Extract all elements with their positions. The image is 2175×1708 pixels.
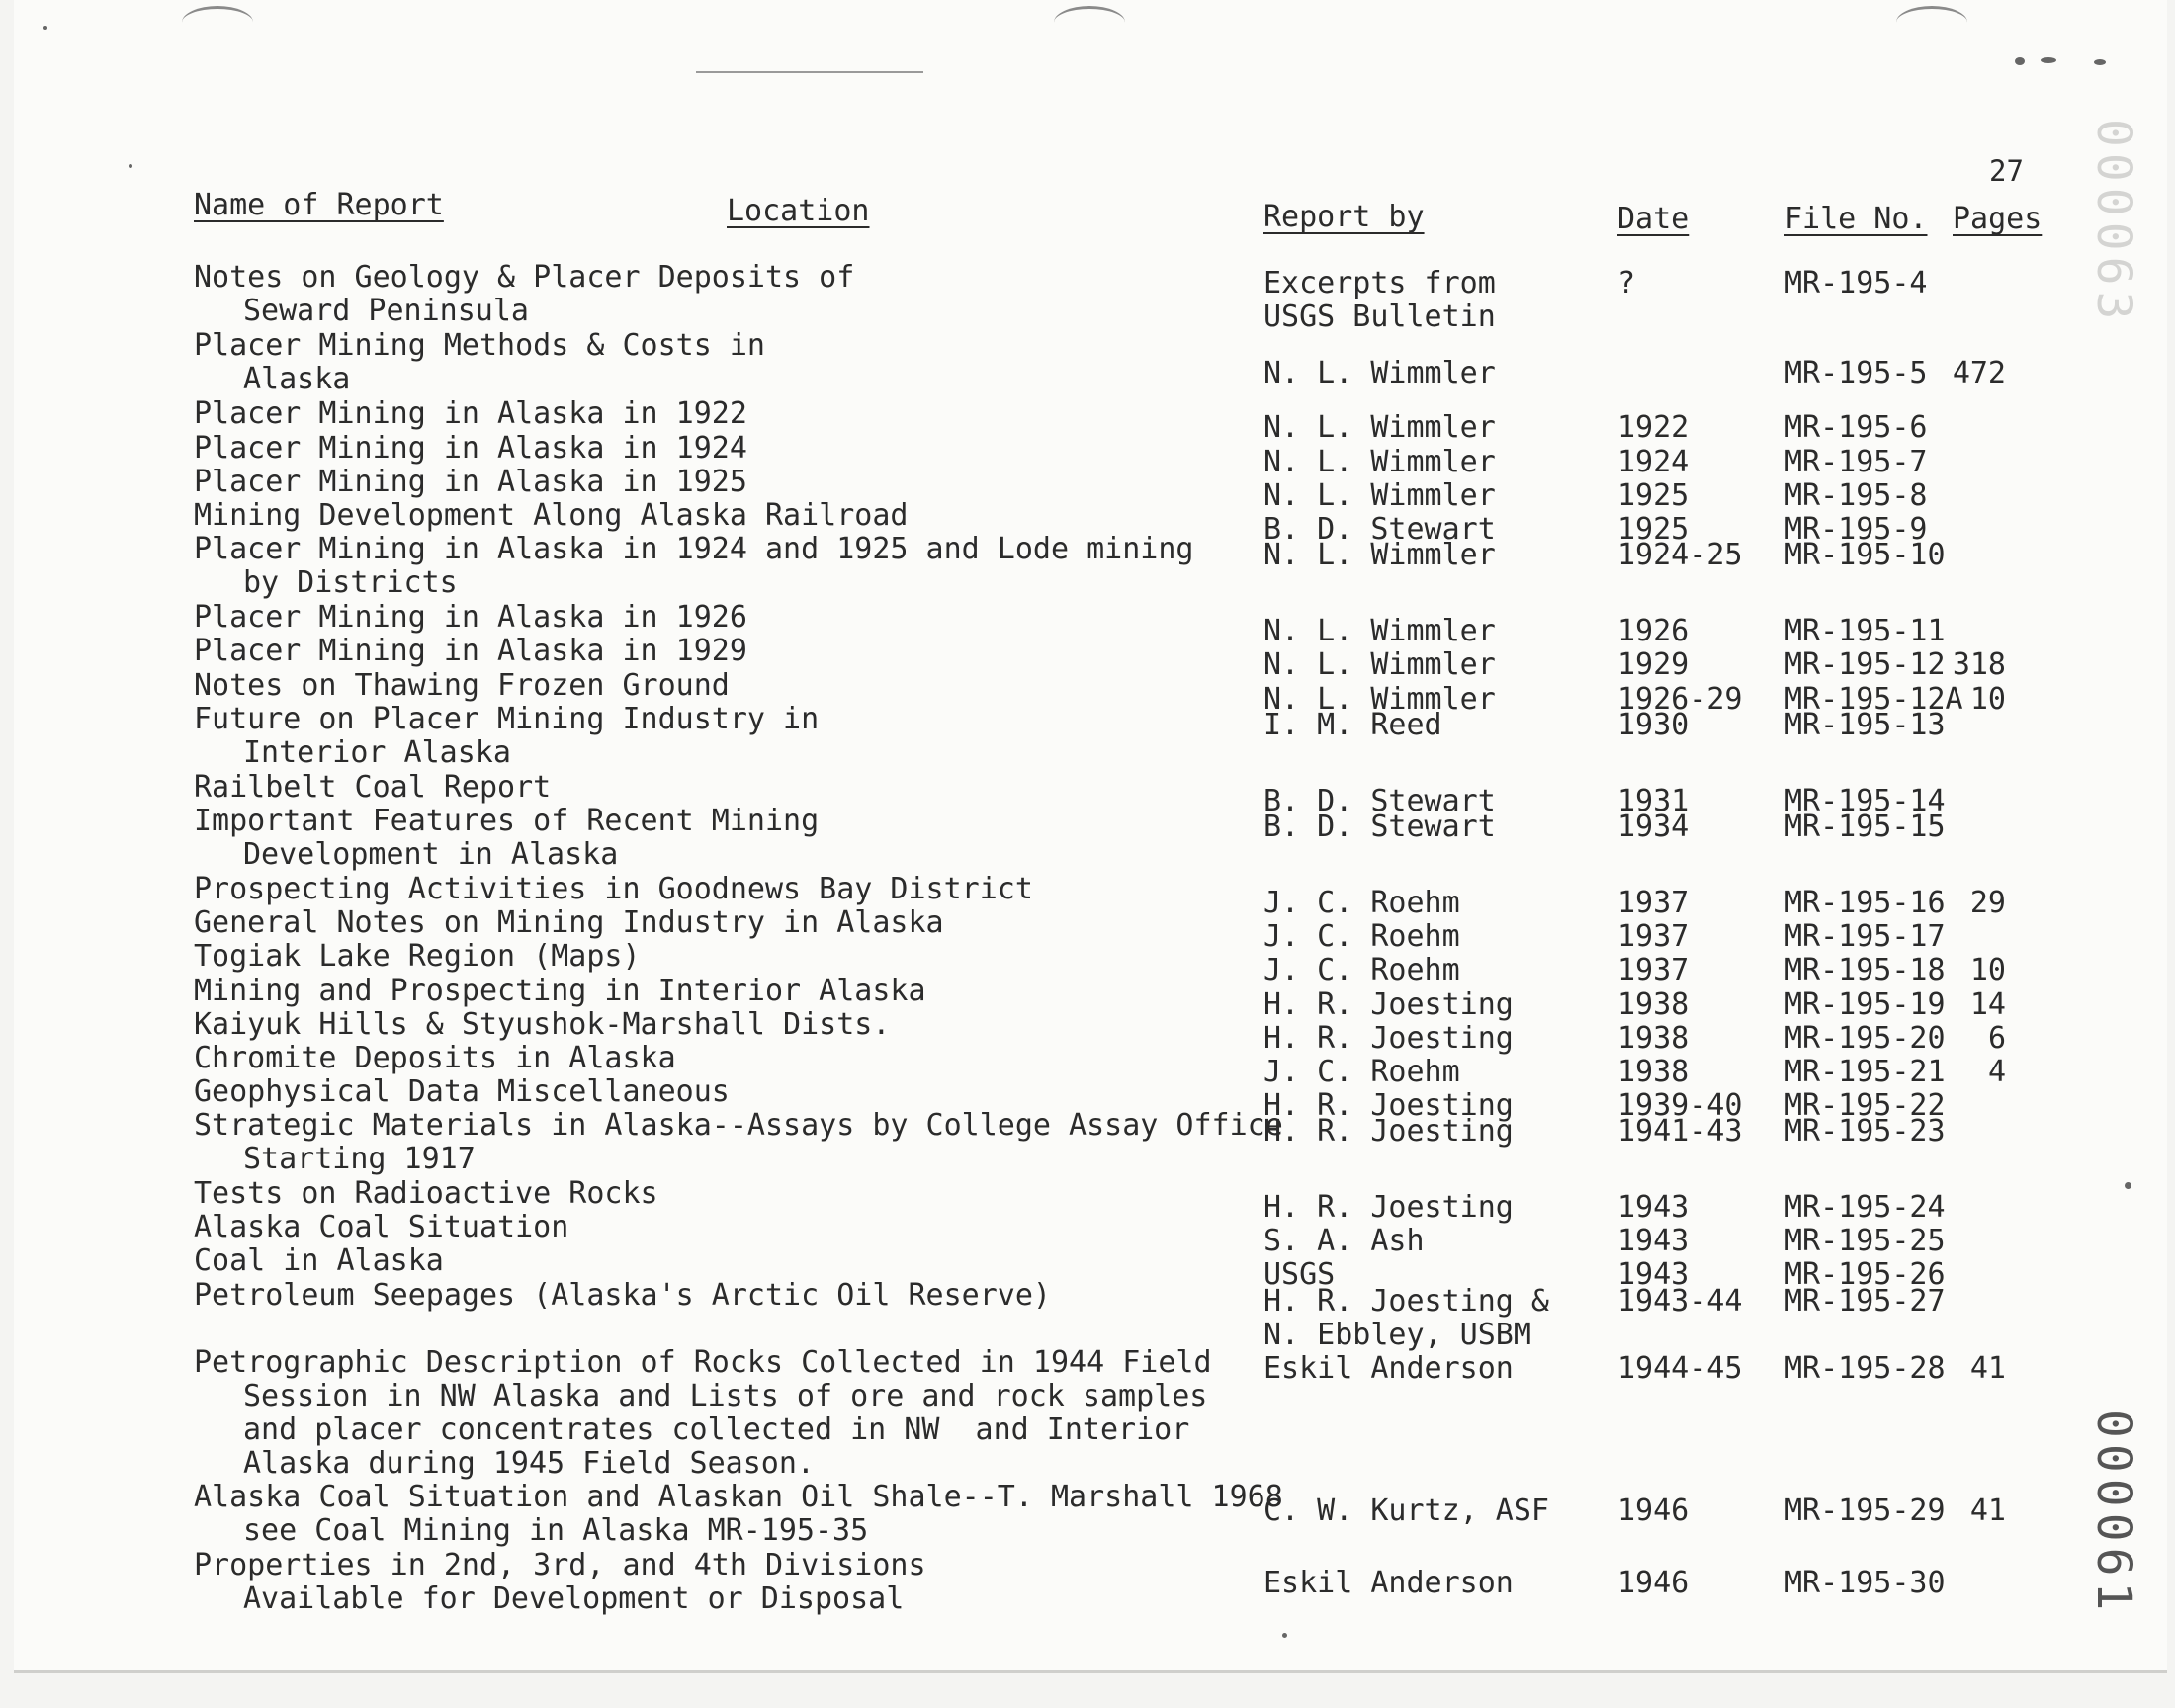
report-name-line: Geophysical Data Miscellaneous: [194, 1074, 730, 1109]
report-author: N. L. Wimmler: [1263, 478, 1496, 513]
report-author: N. L. Wimmler: [1263, 538, 1496, 572]
report-author: J. C. Roehm: [1263, 1055, 1460, 1089]
report-date: 1934: [1617, 810, 1690, 844]
report-row: [0, 1176, 2175, 1225]
report-author: H. R. Joesting: [1263, 1190, 1514, 1225]
report-row: [0, 431, 2175, 479]
report-name-continuation: Development in Alaska: [243, 837, 619, 872]
report-file-no: MR-195-6: [1784, 410, 1928, 445]
report-author: H. R. Joesting: [1263, 1114, 1514, 1149]
report-pages: 318: [1952, 647, 2006, 682]
report-date: 1937: [1617, 919, 1690, 954]
report-name-line: Tests on Radioactive Rocks: [194, 1176, 658, 1211]
report-name-line: Railbelt Coal Report: [194, 770, 552, 805]
header-location: Location: [727, 194, 870, 228]
report-pages: 6: [1987, 1021, 2006, 1056]
report-name: [194, 329, 765, 396]
report-name-line: Coal in Alaska: [194, 1243, 444, 1278]
report-row: [0, 1108, 2175, 1176]
report-file-no: MR-195-10: [1784, 538, 1946, 572]
report-row: [0, 465, 2175, 513]
report-name-line: Chromite Deposits in Alaska: [194, 1041, 676, 1075]
report-date: 1926-29: [1617, 682, 1743, 717]
report-name: [194, 1075, 730, 1109]
report-file-no: MR-195-5: [1784, 356, 1928, 390]
report-name: [194, 466, 747, 499]
report-date: 1930: [1617, 708, 1690, 742]
report-pages: 10: [1969, 682, 2006, 717]
report-name-line: Notes on Geology & Placer Deposits of: [194, 260, 855, 295]
report-name: [194, 703, 819, 770]
report-author: N. L. Wimmler: [1263, 682, 1496, 717]
report-date: 1925: [1617, 512, 1690, 547]
report-name-line: Placer Mining in Alaska in 1925: [194, 465, 747, 499]
report-name: [194, 975, 926, 1008]
report-name: [194, 601, 747, 635]
report-name-line: Petrographic Description of Rocks Collected in 1944 Field: [194, 1345, 1212, 1380]
report-date: 1937: [1617, 953, 1690, 987]
report-author: B. D. Stewart: [1263, 810, 1496, 844]
report-name: [194, 1481, 1283, 1548]
report-date: 1944-45: [1617, 1351, 1743, 1386]
report-date: 1939-40: [1617, 1088, 1743, 1123]
report-author: N. L. Wimmler: [1263, 647, 1496, 682]
report-name: [194, 1279, 1051, 1313]
report-author: USGS: [1263, 1257, 1336, 1292]
report-name: [194, 1177, 658, 1211]
report-author: C. W. Kurtz, ASF: [1263, 1494, 1549, 1528]
report-row: [0, 1345, 2175, 1481]
report-date: 1929: [1617, 647, 1690, 682]
report-row: [0, 974, 2175, 1022]
report-date: 1946: [1617, 1494, 1690, 1528]
report-row: [0, 1243, 2175, 1292]
report-author: Eskil Anderson: [1263, 1351, 1514, 1386]
report-row: [0, 872, 2175, 920]
report-date: 1926: [1617, 614, 1690, 648]
page-number: 27: [1989, 154, 2024, 188]
report-file-no: MR-195-9: [1784, 512, 1928, 547]
report-row: [0, 498, 2175, 547]
report-author: H. R. Joesting: [1263, 1021, 1514, 1056]
report-file-no: MR-195-30: [1784, 1566, 1946, 1600]
report-name: [194, 1346, 1212, 1481]
report-file-no: MR-195-22: [1784, 1088, 1946, 1123]
report-row: [0, 1074, 2175, 1123]
report-name: [194, 771, 551, 805]
report-row: [0, 804, 2175, 872]
report-name: [194, 635, 747, 668]
report-row: [0, 1007, 2175, 1056]
report-name-line: Notes on Thawing Frozen Ground: [194, 668, 730, 703]
report-date: 1943: [1617, 1190, 1690, 1225]
report-file-no: MR-195-16: [1784, 886, 1946, 920]
report-row: [0, 634, 2175, 682]
report-name-line: Strategic Materials in Alaska--Assays by College Assay Office: [194, 1108, 1283, 1143]
report-file-no: MR-195-12: [1784, 647, 1946, 682]
report-date: 1943: [1617, 1257, 1690, 1292]
report-date: 1938: [1617, 1021, 1690, 1056]
report-name-line: Prospecting Activities in Goodnews Bay District: [194, 872, 1033, 906]
report-pages: 14: [1969, 987, 2006, 1022]
report-name: [194, 432, 747, 466]
report-author: N. L. Wimmler: [1263, 445, 1496, 479]
report-date: 1925: [1617, 478, 1690, 513]
report-date: ?: [1617, 266, 1636, 300]
report-row: [0, 1480, 2175, 1548]
report-date: 1943-44: [1617, 1284, 1743, 1319]
report-name: [194, 1211, 568, 1244]
report-author: Excerpts from USGS Bulletin: [1263, 266, 1496, 334]
header-date: Date: [1617, 202, 1690, 236]
report-file-no: MR-195-26: [1784, 1257, 1946, 1292]
report-date: 1941-43: [1617, 1114, 1743, 1149]
report-file-no: MR-195-25: [1784, 1224, 1946, 1258]
report-date: 1931: [1617, 784, 1690, 818]
report-author: N. L. Wimmler: [1263, 614, 1496, 648]
report-file-no: MR-195-18: [1784, 953, 1946, 987]
report-file-no: MR-195-28: [1784, 1351, 1946, 1386]
report-file-no: MR-195-7: [1784, 445, 1928, 479]
report-author: H. R. Joesting: [1263, 1088, 1514, 1123]
report-name-line: Placer Mining in Alaska in 1924 and 1925 and Lode mining: [194, 532, 1194, 566]
report-name-line: Togiak Lake Region (Maps): [194, 939, 641, 974]
report-file-no: MR-195-27: [1784, 1284, 1946, 1319]
report-name-continuation: Starting 1917: [243, 1142, 476, 1176]
report-name-continuation: see Coal Mining in Alaska MR-195-35: [243, 1513, 869, 1548]
report-date: 1937: [1617, 886, 1690, 920]
report-author: I. M. Reed: [1263, 708, 1442, 742]
report-date: 1946: [1617, 1566, 1690, 1600]
report-name: [194, 1042, 676, 1075]
report-author: N. L. Wimmler: [1263, 410, 1496, 445]
report-row: [0, 532, 2175, 600]
header-name-of-report: Name of Report: [194, 188, 444, 222]
report-author: J. C. Roehm: [1263, 886, 1460, 920]
report-file-no: MR-195-29: [1784, 1494, 1946, 1528]
report-author: Eskil Anderson: [1263, 1566, 1514, 1600]
report-author: J. C. Roehm: [1263, 919, 1460, 954]
report-name: [194, 261, 854, 328]
report-name-continuation: Alaska during 1945 Field Season.: [243, 1446, 815, 1481]
report-pages: 10: [1969, 953, 2006, 987]
report-row: [0, 600, 2175, 648]
report-name-continuation: by Districts: [243, 565, 458, 600]
margin-stamp: 000061: [2086, 1409, 2141, 1617]
report-pages: 41: [1969, 1351, 2006, 1386]
report-name-line: Placer Mining in Alaska in 1924: [194, 431, 747, 466]
report-name-line: Petroleum Seepages (Alaska's Arctic Oil Reserve): [194, 1278, 1051, 1313]
report-file-no: MR-195-4: [1784, 266, 1928, 300]
report-file-no: MR-195-17: [1784, 919, 1946, 954]
report-pages: 472: [1952, 356, 2006, 390]
report-name: [194, 499, 908, 533]
report-name-continuation: Seward Peninsula: [243, 294, 529, 328]
report-row: [0, 1041, 2175, 1089]
report-row: [0, 260, 2175, 334]
report-row: [0, 905, 2175, 954]
report-row: [0, 770, 2175, 818]
report-name-line: General Notes on Mining Industry in Alaska: [194, 905, 944, 940]
report-file-no: MR-195-20: [1784, 1021, 1946, 1056]
report-pages: 4: [1987, 1055, 2006, 1089]
report-pages: 29: [1969, 886, 2006, 920]
report-name: [194, 1549, 926, 1616]
report-name-continuation: Interior Alaska: [243, 735, 511, 770]
header-file-no: File No.: [1784, 202, 1928, 236]
report-author: N. L. Wimmler: [1263, 356, 1496, 390]
margin-stamp-faint: 000063: [2086, 119, 2141, 326]
report-date: 1924: [1617, 445, 1690, 479]
report-name-line: Placer Mining in Alaska in 1929: [194, 634, 747, 668]
report-date: 1922: [1617, 410, 1690, 445]
report-name-line: Placer Mining Methods & Costs in: [194, 328, 765, 363]
report-author: B. D. Stewart: [1263, 784, 1496, 818]
report-file-no: MR-195-14: [1784, 784, 1946, 818]
report-date: 1943: [1617, 1224, 1690, 1258]
report-row: [0, 939, 2175, 987]
report-row: [0, 1548, 2175, 1616]
report-name-line: Placer Mining in Alaska in 1926: [194, 600, 747, 635]
report-file-no: MR-195-12A: [1784, 682, 1963, 717]
report-author: S. A. Ash: [1263, 1224, 1425, 1258]
report-author: B. D. Stewart: [1263, 512, 1496, 547]
report-row: [0, 396, 2175, 445]
report-file-no: MR-195-19: [1784, 987, 1946, 1022]
report-name: [194, 1008, 890, 1042]
report-name: [194, 906, 944, 940]
report-name-continuation: Session in NW Alaska and Lists of ore and rock samples: [243, 1379, 1208, 1413]
header-pages: Pages: [1953, 202, 2043, 236]
report-date: 1938: [1617, 987, 1690, 1022]
report-author: H. R. Joesting & N. Ebbley, USBM: [1263, 1284, 1549, 1352]
report-name-continuation: Alaska: [243, 362, 351, 396]
report-name: [194, 397, 747, 431]
report-name-line: Properties in 2nd, 3rd, and 4th Divisions: [194, 1548, 926, 1582]
report-date: 1938: [1617, 1055, 1690, 1089]
report-name-continuation: and placer concentrates collected in NW and Interior: [243, 1412, 1190, 1447]
report-name-line: Alaska Coal Situation: [194, 1210, 569, 1244]
report-name: [194, 873, 1033, 906]
report-name: [194, 805, 819, 872]
report-row: [0, 328, 2175, 396]
report-author: H. R. Joesting: [1263, 987, 1514, 1022]
report-file-no: MR-195-13: [1784, 708, 1946, 742]
report-name-line: Mining and Prospecting in Interior Alaska: [194, 974, 926, 1008]
report-name-continuation: Available for Development or Disposal: [243, 1581, 905, 1616]
report-row: [0, 1278, 2175, 1352]
report-name-line: Placer Mining in Alaska in 1922: [194, 396, 747, 431]
report-row: [0, 1210, 2175, 1258]
report-name: [194, 1244, 444, 1278]
report-file-no: MR-195-11: [1784, 614, 1946, 648]
report-pages: 41: [1969, 1494, 2006, 1528]
report-file-no: MR-195-23: [1784, 1114, 1946, 1149]
header-report-by: Report by: [1263, 200, 1425, 234]
report-author: J. C. Roehm: [1263, 953, 1460, 987]
report-name: [194, 669, 730, 703]
report-name: [194, 533, 1193, 600]
report-row: [0, 702, 2175, 770]
report-name-line: Future on Placer Mining Industry in: [194, 702, 820, 736]
report-row: [0, 668, 2175, 717]
report-name-line: Important Features of Recent Mining: [194, 804, 820, 838]
report-name: [194, 940, 641, 974]
report-name-line: Alaska Coal Situation and Alaskan Oil Shale--T. Marshall 1968: [194, 1480, 1283, 1514]
report-file-no: MR-195-24: [1784, 1190, 1946, 1225]
report-date: 1924-25: [1617, 538, 1743, 572]
report-name-line: Mining Development Along Alaska Railroad: [194, 498, 909, 533]
report-name: [194, 1109, 1283, 1176]
report-name-line: Kaiyuk Hills & Styushok-Marshall Dists.: [194, 1007, 891, 1042]
report-file-no: MR-195-21: [1784, 1055, 1946, 1089]
report-file-no: MR-195-8: [1784, 478, 1928, 513]
report-file-no: MR-195-15: [1784, 810, 1946, 844]
